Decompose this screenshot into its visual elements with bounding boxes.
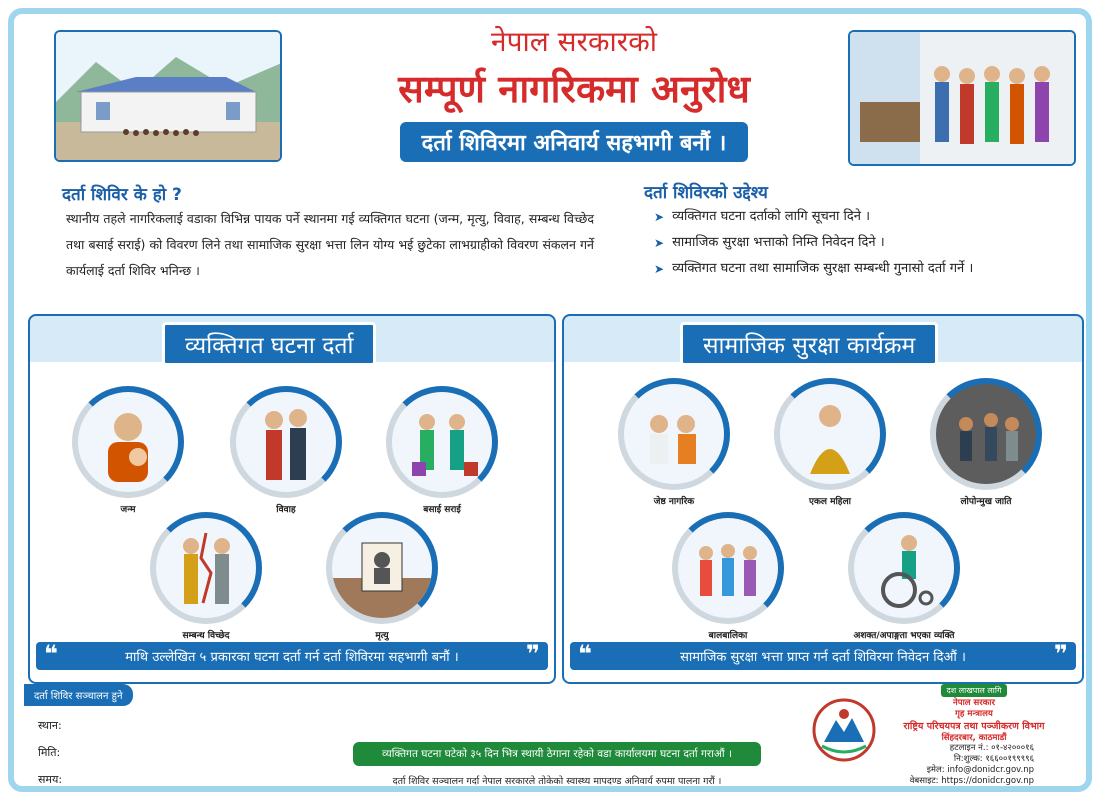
divorce-item: सम्बन्ध विच्छेद <box>146 512 266 641</box>
wheelchair-icon <box>848 512 960 624</box>
divorce-icon <box>150 512 262 624</box>
arrow-icon: ➤ <box>654 262 665 276</box>
social-security-title: सामाजिक सुरक्षा कार्यक्रम <box>680 322 938 366</box>
objectives-heading: दर्ता शिविरको उद्देश्य <box>644 183 768 203</box>
main-banner: दर्ता शिविरमा अनिवार्य सहभागी बनौं । <box>400 122 749 162</box>
camp-info <box>24 684 133 787</box>
registration-camp-illustration <box>54 30 282 162</box>
time-field: समय: <box>38 773 63 786</box>
quote-open-icon: ❝ <box>578 640 593 668</box>
senior-citizen-icon <box>618 378 730 490</box>
title-block <box>314 22 834 162</box>
objectives-list <box>654 204 1074 282</box>
single-woman-item: एकल महिला <box>770 378 890 507</box>
government-emblem <box>812 698 876 762</box>
death-icon <box>326 512 438 624</box>
arrow-icon: ➤ <box>654 236 665 250</box>
department-email[interactable]: इमेल: info@donidcr.gov.np <box>926 765 1034 775</box>
children-item: बालबालिका <box>668 512 788 641</box>
quote-close-icon: ❞ <box>1053 640 1068 668</box>
death-item: मृत्यु <box>322 512 442 641</box>
department-location: सिंहदरबार, काठमाडौं <box>941 733 1007 743</box>
department-tag: दश लाखपाल लागि <box>941 684 1008 697</box>
children-icon <box>672 512 784 624</box>
arrow-icon: ➤ <box>654 210 665 224</box>
migration-icon <box>386 386 498 498</box>
poster-frame <box>8 8 1092 792</box>
disabled-person-item: अशक्त/अपाङ्गता भएका व्यक्ति <box>844 512 964 641</box>
date-field: मिति: <box>38 746 61 759</box>
marriage-item: विवाह <box>226 386 346 515</box>
what-is-text: स्थानीय तहले नागरिकलाई वडाका विभिन्न पायक पर्ने स्थानमा गई व्यक्तिगत घटना (जन्म, मृत्यु, विवाह, सम्बन्ध विच्छेद तथा बसाई सराई) को विवरण लिने तथा सामाजिक सुरक्षा भत्ता लिन योग्य भई छुटेका लाभग्राहीको विवरण संकलन गर्ने कार्यलाई दर्ता शिविर भनिन्छ । <box>66 211 594 278</box>
senior-citizen-item: जेष्ठ नागरिक <box>614 378 734 507</box>
birth-item: जन्म <box>68 386 188 515</box>
department-gov: नेपाल सरकार <box>953 698 995 708</box>
notice-bar: व्यक्तिगत घटना घटेको ३५ दिन भित्र स्थायी ठेगाना रहेको वडा कार्यालयमा घटना दर्ता गराऔं । <box>353 742 761 766</box>
social-security-panel <box>562 314 1084 684</box>
personal-events-footer: ❝ माथि उल्लेखित ५ प्रकारका घटना दर्ता गर्न दर्ता शिविरमा सहभागी बनौं । ❞ <box>36 642 548 670</box>
what-is-heading: दर्ता शिविर के हो ? <box>62 185 182 205</box>
personal-events-panel <box>28 314 556 684</box>
government-label: नेपाल सरकारको <box>491 25 657 58</box>
marriage-icon <box>230 386 342 498</box>
health-note: दर्ता शिविर सञ्चालन गर्दा नेपाल सरकारले तोकेको स्वास्थ्य मापदण्ड अनिवार्य रुपमा पालना गरौं । <box>392 776 722 787</box>
department-phone: हटलाइन नं.: ०१-४२०००१६ <box>949 743 1034 753</box>
objective-item: ➤ सामाजिक सुरक्षा भत्ताको निम्ति निवेदन दिने । <box>654 230 1074 256</box>
department-info <box>884 684 1064 787</box>
personal-events-title: व्यक्तिगत घटना दर्ता <box>162 322 376 366</box>
department-ministry: गृह मन्त्रालय <box>955 709 993 719</box>
office-queue-illustration <box>848 30 1076 166</box>
camp-badge: दर्ता शिविर सञ्चालन हुने <box>24 684 133 706</box>
single-woman-icon <box>774 378 886 490</box>
quote-close-icon: ❞ <box>525 640 540 668</box>
department-website[interactable]: वेबसाइट: https://donidcr.gov.np <box>909 776 1034 786</box>
appeal-title: सम्पूर्ण नागरिकमा अनुरोध <box>398 67 750 111</box>
department-name: राष्ट्रिय परिचयपत्र तथा पञ्जीकरण विभाग <box>903 721 1045 732</box>
migration-item: बसाई सराई <box>382 386 502 515</box>
quote-open-icon: ❝ <box>44 640 59 668</box>
department-tollfree: नि:शुल्क: १६६००१९९९९६ <box>953 754 1034 764</box>
objective-item: ➤ व्यक्तिगत घटना दर्ताको लागि सूचना दिने । <box>654 204 1074 230</box>
endangered-ethnic-item: लोपोन्मुख जाति <box>926 378 1046 507</box>
endangered-ethnic-icon <box>930 378 1042 490</box>
objective-item: ➤ व्यक्तिगत घटना तथा सामाजिक सुरक्षा सम्बन्धी गुनासो दर्ता गर्ने । <box>654 256 1074 282</box>
place-field: स्थान: <box>38 719 62 732</box>
birth-icon <box>72 386 184 498</box>
social-security-footer: ❝ सामाजिक सुरक्षा भत्ता प्राप्त गर्न दर्ता शिविरमा निवेदन दिऔं । ❞ <box>570 642 1076 670</box>
